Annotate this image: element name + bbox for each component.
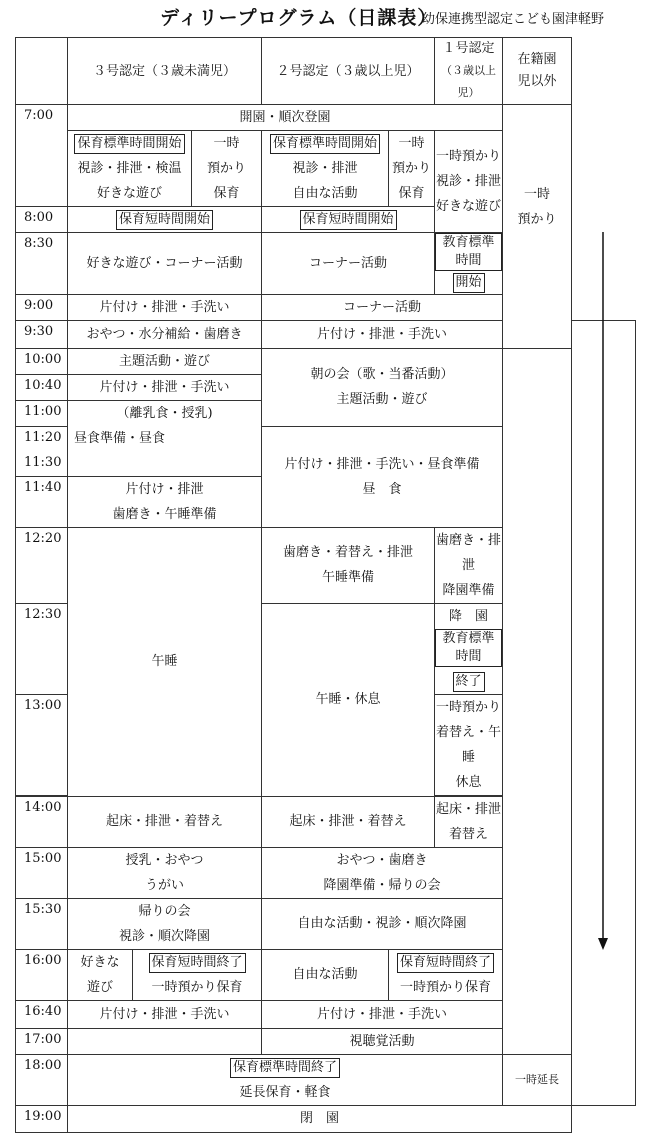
grid-cell-c2-1230: 午睡・休息 (262, 603, 435, 796)
grid-cell-c1-1220 (435, 527, 503, 603)
grid-header-class1 (435, 38, 503, 105)
grid-c1-0700-line2: 視診・排泄 (436, 174, 502, 189)
grid-c1-1400-line2: 着替え (449, 826, 489, 842)
grid-c1-1220-line1: 歯磨き・排泄 (436, 532, 502, 573)
grid-c3-1530-line1: 帰りの会 (138, 903, 191, 919)
grid-cell-c3-1700 (68, 1028, 262, 1054)
grid-cell-1800-line2: 延長保育・軽食 (239, 1084, 331, 1100)
grid-cell-c3-0900: 片付け・排泄・手洗い (68, 295, 262, 321)
grid-cell-c2-temp (389, 131, 435, 207)
grid-time-1100: 11:00 (16, 401, 68, 427)
grid-badge-edu-end-l2: 終了 (453, 672, 485, 692)
grid-c1-1300-line2: 着替え・午睡 (436, 724, 502, 765)
grid-cell-c3-1640: 片付け・排泄・手洗い (68, 1000, 262, 1028)
grid-cell-other-blank (572, 321, 636, 1106)
grid-cell-c21-1640: 片付け・排泄・手洗い (262, 1000, 503, 1028)
grid-c3-temp-line2: 預かり (207, 161, 247, 176)
grid-cell-1800 (68, 1054, 503, 1105)
grid-cell-c3-1600b (133, 949, 262, 1000)
grid-cell-other-temp (503, 105, 572, 349)
grid-cell-c2-0700 (262, 131, 389, 207)
grid-badge-edu-start-l2: 開始 (453, 273, 485, 293)
grid-c3-1140-line2: 歯磨き・午睡準備 (112, 506, 217, 522)
grid-row-1640 (16, 1000, 636, 1028)
grid-badge-std-start-c3: 保育標準時間開始 (74, 134, 184, 154)
grid-row-1600 (16, 949, 636, 1000)
grid-cell-c3-0930: おやつ・水分補給・歯磨き (68, 321, 262, 349)
grid-c2-1220-line2: 午睡準備 (322, 570, 375, 585)
grid-time-0930: 9:30 (16, 321, 68, 349)
daily-schedule-grid (15, 37, 636, 1133)
grid-c3-1600a-line2: 遊び (86, 979, 113, 995)
grid-cell-c1-0700 (435, 131, 503, 233)
grid-cell-c2-1220 (262, 527, 435, 603)
grid-cell-c2-1600: 自由な活動 (262, 949, 389, 1000)
grid-c21-1600-line2: 一時預かり保育 (400, 979, 492, 995)
grid-header-other-line1: 在籍園 (517, 52, 557, 67)
grid-cell-c2-0830: コーナー活動 (262, 233, 435, 295)
grid-c1-1230-line1: 降 園 (449, 608, 489, 624)
grid-time-1230: 12:30 (16, 603, 68, 694)
grid-cell-c1-1400 (435, 796, 503, 847)
grid-cell-c21-1000 (262, 349, 503, 427)
grid-cell-c21-1500 (262, 847, 503, 898)
grid-row-1000 (16, 349, 636, 375)
grid-time-1120-label: 11:20 (24, 429, 62, 445)
grid-badge-short-start-c2: 保育短時間開始 (300, 210, 397, 230)
grid-row-1120 (16, 426, 636, 476)
grid-cell-c3-1220: 午睡 (68, 527, 262, 796)
grid-time-1900: 19:00 (16, 1105, 68, 1132)
grid-c2-temp-line2: 預かり (392, 161, 432, 176)
grid-header-class2: ２号認定（３歳以上児） (262, 38, 435, 105)
grid-c2-temp-line1: 一時 (398, 136, 425, 151)
grid-time-0830: 8:30 (16, 233, 68, 295)
grid-time-1800: 18:00 (16, 1054, 68, 1105)
grid-header-time (16, 38, 68, 105)
grid-header-class1-line1: １号認定 (442, 41, 495, 56)
page-title: ディリープログラム（日課表） (160, 7, 438, 29)
grid-cell-c3-1120: 昼食準備・昼食 (68, 426, 262, 476)
grid-cell-c3-1040: 片付け・排泄・手洗い (68, 375, 262, 401)
grid-cell-c21-1700: 視聴覚活動 (262, 1028, 503, 1054)
grid-time-0700: 7:00 (16, 105, 68, 207)
grid-cell-open: 開園・順次登園 (68, 105, 503, 131)
grid-cell-close: 閉 園 (68, 1105, 572, 1132)
grid-c21-1000-line1: 朝の会（歌・当番活動） (310, 367, 454, 383)
grid-c3-temp-line1: 一時 (213, 136, 240, 151)
grid-c1-0700-line3: 好きな遊び (436, 199, 502, 214)
grid-cell-c3-1530 (68, 898, 262, 949)
grid-cell-c21-0930: 片付け・排泄・手洗い (262, 321, 503, 349)
grid-c21-1120-line2: 昼 食 (362, 481, 402, 497)
grid-c2-temp-line3: 保育 (398, 186, 425, 201)
grid-time-1040: 10:40 (16, 375, 68, 401)
grid-c1-0700-line1: 一時預かり (436, 149, 502, 164)
grid-cell-c21-1600 (389, 949, 503, 1000)
grid-time-1130-label: 11:30 (24, 454, 62, 470)
grid-badge-edu-end-l1: 教育標準時間 (435, 629, 502, 667)
grid-header-other-line2: 児以外 (517, 74, 557, 89)
grid-c1-1220-line2: 降園準備 (442, 582, 495, 598)
grid-row-1400 (16, 796, 636, 847)
grid-row-1530 (16, 898, 636, 949)
grid-row-1700 (16, 1028, 636, 1054)
grid-badge-std-end: 保育標準時間終了 (230, 1058, 340, 1078)
grid-cell-c2-1400: 起床・排泄・着替え (262, 796, 435, 847)
grid-c3-1530-line2: 視診・順次降園 (119, 928, 211, 944)
grid-c1-1400-line1: 起床・排泄 (436, 801, 502, 817)
grid-time-1000: 10:00 (16, 349, 68, 375)
grid-cell-c3-1500 (68, 847, 262, 898)
grid-time-1120 (16, 426, 68, 476)
grid-time-1640: 16:40 (16, 1000, 68, 1028)
grid-cell-c3-temp (192, 131, 262, 207)
grid-cell-c21-0900: コーナー活動 (262, 295, 503, 321)
grid-cell-c3-1000: 主題活動・遊び (68, 349, 262, 375)
grid-time-1400: 14:00 (16, 796, 68, 847)
grid-cell-c1-0830 (435, 233, 503, 295)
page-subtitle: 幼保連携型認定こども園津軽野 (422, 12, 605, 27)
grid-cell-c3-1100: （離乳食・授乳) (68, 401, 262, 427)
grid-cell-c21-1530: 自由な活動・視診・順次降園 (262, 898, 503, 949)
grid-c2-1220-line1: 歯磨き・着替え・排泄 (283, 545, 414, 560)
grid-other-temp-line2: 預かり (517, 211, 557, 227)
grid-cell-other-ext: 一時延長 (503, 1054, 572, 1105)
grid-c21-1120-line1: 片付け・排泄・手洗い・昼食準備 (284, 456, 480, 472)
grid-cell-c3-0700 (68, 131, 192, 207)
grid-other-temp-line1: 一時 (524, 186, 551, 202)
grid-time-1700: 17:00 (16, 1028, 68, 1054)
grid-row-1500 (16, 847, 636, 898)
page-header (0, 0, 650, 36)
grid-badge-edu-start-l1: 教育標準時間 (435, 233, 502, 271)
grid-badge-short-start-c3: 保育短時間開始 (116, 210, 213, 230)
grid-cell-c1-1300 (435, 694, 503, 795)
grid-c3-1140-line1: 片付け・排泄 (125, 481, 204, 497)
grid-cell-c21-1120 (262, 426, 503, 527)
grid-c1-1300-line3: 休息 (455, 774, 482, 790)
grid-cell-c3-1600a (68, 949, 133, 1000)
grid-header-class1-line2: （３歳以上児） (441, 64, 497, 99)
grid-time-1600: 16:00 (16, 949, 68, 1000)
grid-time-1300: 13:00 (16, 694, 68, 795)
grid-time-1500: 15:00 (16, 847, 68, 898)
grid-c3-1500-line2: うがい (145, 877, 185, 893)
grid-badge-short-end-c3: 保育短時間終了 (149, 953, 246, 973)
grid-c3-0700-line1: 視診・排泄・検温 (77, 161, 182, 176)
grid-c3-0700-line2: 好きな遊び (96, 186, 162, 201)
grid-c3-1600b-line2: 一時預かり保育 (151, 979, 243, 995)
grid-c3-1600a-line1: 好きな (80, 954, 120, 970)
grid-c2-0700-line2: 自由な活動 (292, 186, 358, 201)
grid-badge-std-start-c2: 保育標準時間開始 (270, 134, 380, 154)
grid-time-0900: 9:00 (16, 295, 68, 321)
grid-c21-1500-line1: おやつ・歯磨き (336, 852, 428, 868)
grid-c21-1500-line2: 降園準備・帰りの会 (323, 877, 441, 893)
grid-c2-0700-line1: 視診・排泄 (292, 161, 358, 176)
grid-cell-c2-0800 (262, 207, 435, 233)
grid-c1-1300-line1: 一時預かり (436, 699, 502, 715)
grid-row-1900 (16, 1105, 636, 1132)
grid-cell-c3-1400: 起床・排泄・着替え (68, 796, 262, 847)
grid-header-class3: ３号認定（３歳未満児） (68, 38, 262, 105)
grid-header-other (503, 38, 572, 105)
grid-c3-temp-line3: 保育 (213, 186, 240, 201)
grid-c21-1000-line2: 主題活動・遊び (336, 392, 428, 408)
grid-time-0800: 8:00 (16, 207, 68, 233)
grid-row-0700a (16, 105, 636, 131)
grid-cell-c1-1230 (435, 603, 503, 694)
grid-row-1800 (16, 1054, 636, 1105)
grid-cell-c3-0830: 好きな遊び・コーナー活動 (68, 233, 262, 295)
grid-cell-c3-1140 (68, 476, 262, 527)
grid-time-1140: 11:40 (16, 476, 68, 527)
grid-cell-c3-0800 (68, 207, 262, 233)
grid-c3-1500-line1: 授乳・おやつ (125, 852, 204, 868)
grid-time-1530: 15:30 (16, 898, 68, 949)
grid-badge-short-end-c2: 保育短時間終了 (397, 953, 494, 973)
grid-header-row (16, 38, 636, 105)
grid-time-1220: 12:20 (16, 527, 68, 603)
grid-row-1220 (16, 527, 636, 603)
